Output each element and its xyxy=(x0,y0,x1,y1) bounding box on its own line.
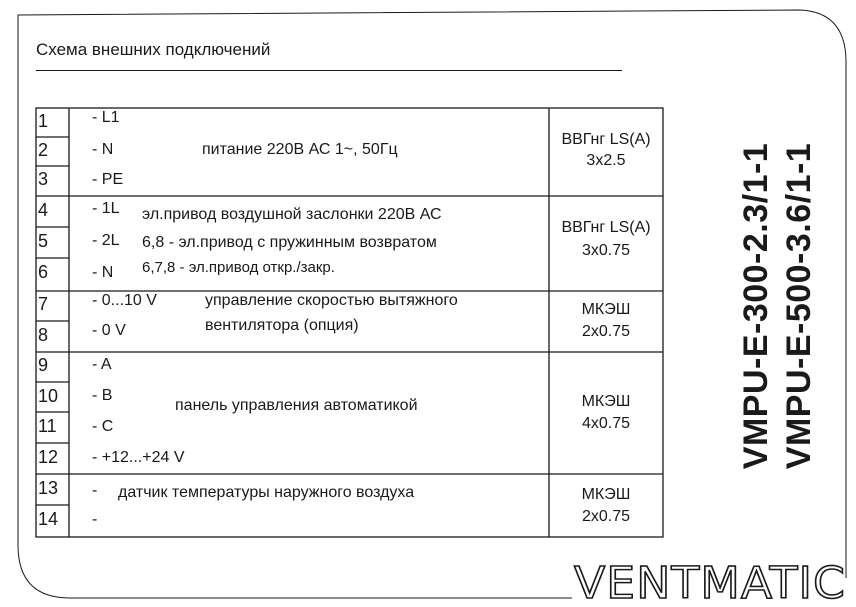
terminal-number: 3 xyxy=(38,169,49,189)
group-description: вентилятора (опция) xyxy=(205,317,359,334)
cable-type: МКЭШ xyxy=(581,393,631,410)
brand-name: VENTMATIC xyxy=(574,558,846,606)
terminal-number: 14 xyxy=(38,509,59,529)
terminal-number: 12 xyxy=(38,447,59,467)
cable-type: МКЭШ xyxy=(581,486,631,503)
cable-size: 2x0.75 xyxy=(581,508,631,525)
pin-label: - L1 xyxy=(92,109,120,126)
title-underline xyxy=(36,70,622,71)
group-description: 6,7,8 - эл.привод откр./закр. xyxy=(142,259,335,276)
cable-size: 4x0.75 xyxy=(581,415,631,432)
pin-label: - 0 V xyxy=(92,322,126,339)
terminal-number: 5 xyxy=(38,231,49,251)
pin-label: - 0...10 V xyxy=(92,292,157,309)
pin-label: - N xyxy=(92,264,114,281)
pin-label: - C xyxy=(92,418,114,435)
pin-label: - 1L xyxy=(92,200,120,217)
terminal-number: 13 xyxy=(38,478,59,498)
pin-label: - PE xyxy=(92,171,124,188)
terminal-number: 11 xyxy=(38,416,57,436)
pin-label: - N xyxy=(92,141,114,158)
terminal-number: 9 xyxy=(38,355,49,375)
cable-size: 2x0.75 xyxy=(581,323,631,340)
pin-label: - xyxy=(92,511,98,528)
cable-type: ВВГнг LS(A) xyxy=(561,131,651,148)
group-description: эл.привод воздушной заслонки 220В АС xyxy=(142,206,442,223)
group-description: управление скоростью вытяжного xyxy=(205,292,458,309)
group-description: датчик температуры наружного воздуха xyxy=(118,484,415,501)
terminal-number: 6 xyxy=(38,262,49,282)
terminal-number: 8 xyxy=(38,325,49,345)
group-description: питание 220В АС 1~, 50Гц xyxy=(202,141,398,158)
terminal-number: 7 xyxy=(38,294,49,314)
pin-label: - 2L xyxy=(92,232,120,249)
model-name-2: VMPU-E-500-3.6/1-1 xyxy=(780,142,818,470)
pin-label: - A xyxy=(92,356,112,373)
pin-label: - xyxy=(92,482,98,499)
ventmatic-logo xyxy=(572,554,852,606)
group-description: 6,8 - эл.привод с пружинным возвратом xyxy=(142,234,437,251)
diagram-title: Схема внешних подключений xyxy=(36,40,271,59)
cable-type: МКЭШ xyxy=(581,301,631,318)
cable-size: 3x0.75 xyxy=(581,242,631,259)
terminal-number: 1 xyxy=(38,111,49,131)
cable-type: ВВГнг LS(A) xyxy=(561,219,651,236)
group-description: панель управления автоматикой xyxy=(175,397,418,414)
terminal-number: 10 xyxy=(38,386,59,406)
terminal-number: 2 xyxy=(38,140,49,160)
model-name-1: VMPU-E-300-2.3/1-1 xyxy=(737,142,775,470)
pin-label: - +12...+24 V xyxy=(92,449,185,466)
cable-size: 3x2.5 xyxy=(586,152,626,169)
pin-label: - B xyxy=(92,387,113,404)
terminal-number: 4 xyxy=(38,200,49,220)
